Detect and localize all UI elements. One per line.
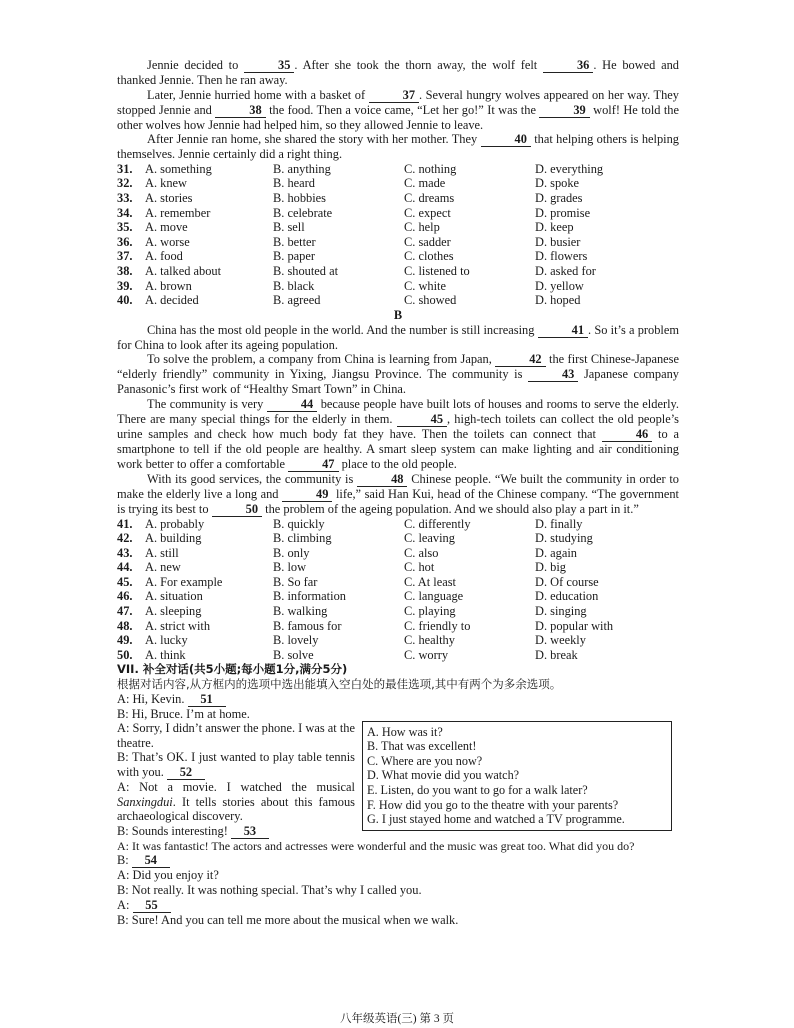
option-c[interactable]: C. made <box>404 176 446 191</box>
option-d[interactable]: D. spoke <box>535 176 580 191</box>
option-c[interactable]: C. playing <box>404 604 456 619</box>
option-d[interactable]: D. singing <box>535 604 587 619</box>
option-row: 33. A. stories B. hobbies C. dreams D. grades <box>117 191 679 206</box>
option-c[interactable]: C. clothes <box>404 249 454 264</box>
option-c[interactable]: C. differently <box>404 516 471 531</box>
option-a[interactable]: A. think <box>145 647 186 662</box>
option-b[interactable]: B. walking <box>273 604 328 619</box>
option-d[interactable]: D. hoped <box>535 293 581 308</box>
option-b[interactable]: B. famous for <box>273 618 342 633</box>
option-b[interactable]: B. better <box>273 234 316 249</box>
option-c[interactable]: C. dreams <box>404 190 455 205</box>
option-a[interactable]: A. decided <box>145 293 199 308</box>
option-row: 48. A. strict with B. famous for C. friendly to D. popular with <box>117 619 679 634</box>
option-a[interactable]: A. worse <box>145 234 190 249</box>
page-footer: 八年级英语(三) 第 3 页 <box>339 1013 455 1025</box>
option-row: 50. A. think B. solve C. worry D. break <box>117 648 679 663</box>
option-a[interactable]: A. talked about <box>145 263 222 278</box>
blank-36[interactable]: 36 <box>543 59 593 73</box>
option-c[interactable]: C. worry <box>404 647 449 662</box>
option-b[interactable]: B. quickly <box>273 516 325 531</box>
option-c[interactable]: C. At least <box>404 574 456 589</box>
option-d[interactable]: D. busier <box>535 234 581 249</box>
blank-55[interactable]: 55 <box>133 899 171 913</box>
section-b-heading: B <box>393 307 403 322</box>
option-a[interactable]: A. knew <box>145 176 187 191</box>
option-d[interactable]: D. break <box>535 647 578 662</box>
option-row: 42. A. building B. climbing C. leaving D. studying <box>117 531 679 546</box>
dialog-line: B: Sounds interesting! 53 <box>117 824 679 839</box>
option-row: 47. A. sleeping B. walking C. playing D. singing <box>117 604 679 619</box>
option-d[interactable]: D. grades <box>535 190 583 205</box>
blank-48[interactable]: 48 <box>357 473 407 487</box>
blank-37[interactable]: 37 <box>369 89 419 103</box>
option-a[interactable]: A. lucky <box>145 633 188 648</box>
option-d[interactable]: D. studying <box>535 531 593 546</box>
choice-item[interactable]: E. Listen, do you want to go for a walk later? <box>367 783 588 797</box>
option-c[interactable]: C. expect <box>404 205 451 220</box>
option-row: 38. A. talked about B. shouted at C. listened to D. asked for <box>117 264 679 279</box>
option-a[interactable]: A. strict with <box>145 618 211 633</box>
dialog-line: B: 54 <box>117 853 679 868</box>
option-b[interactable]: B. only <box>273 545 310 560</box>
section-7-instruction: 根据对话内容,从方框内的选项中选出能填入空白处的最佳选项,其中有两个为多余选项。 <box>117 677 562 692</box>
dialog-line: A: 55 <box>117 898 679 913</box>
blank-35[interactable]: 35 <box>244 59 294 73</box>
blank-38[interactable]: 38 <box>215 104 265 118</box>
option-d[interactable]: D. everything <box>535 161 604 176</box>
dialog-line: B: Sure! And you can tell me more about the musical when we walk. <box>117 912 459 927</box>
option-d[interactable]: D. yellow <box>535 278 584 293</box>
option-c[interactable]: C. leaving <box>404 531 455 546</box>
option-d[interactable]: D. weekly <box>535 633 586 648</box>
blank-49[interactable]: 49 <box>282 488 332 502</box>
option-c[interactable]: C. sadder <box>404 234 451 249</box>
option-b[interactable]: B. low <box>273 560 307 575</box>
option-row: 40. A. decided B. agreed C. showed D. hoped <box>117 293 679 308</box>
option-b[interactable]: B. shouted at <box>273 263 339 278</box>
blank-39[interactable]: 39 <box>539 104 589 118</box>
exam-page <box>117 58 679 927</box>
option-a[interactable]: A. food <box>145 249 183 264</box>
dialog-line: A: Hi, Kevin. 51 <box>117 692 355 707</box>
dialog-line: A: Sorry, I didn’t answer the phone. I was at the theatre. <box>117 721 355 750</box>
option-c[interactable]: C. friendly to <box>404 618 471 633</box>
dialog-line: B: That’s OK. I just wanted to play table tennis with you. 52 <box>117 750 355 779</box>
option-d[interactable]: D. again <box>535 545 577 560</box>
option-row: 32. A. knew B. heard C. made D. spoke <box>117 176 679 191</box>
option-c[interactable]: C. nothing <box>404 161 457 176</box>
option-b[interactable]: B. agreed <box>273 293 321 308</box>
blank-44[interactable]: 44 <box>267 398 317 412</box>
option-d[interactable]: D. education <box>535 589 599 604</box>
option-b[interactable]: B. solve <box>273 647 314 662</box>
blank-45[interactable]: 45 <box>397 413 447 427</box>
option-a[interactable]: A. For example <box>145 574 223 589</box>
dialog-line: B: Hi, Bruce. I’m at home. <box>117 706 250 721</box>
dialog-line: A: It was fantastic! The actors and actresses were wonderful and the music was great too. What did you do? <box>117 838 635 853</box>
option-a[interactable]: A. brown <box>145 278 192 293</box>
option-row: 44. A. new B. low C. hot D. big <box>117 560 679 575</box>
option-a[interactable]: A. still <box>145 545 179 560</box>
option-d[interactable]: D. big <box>535 560 566 575</box>
blank-42[interactable]: 42 <box>495 353 545 367</box>
option-d[interactable]: D. finally <box>535 516 583 531</box>
option-b[interactable]: B. celebrate <box>273 205 333 220</box>
option-b[interactable]: B. anything <box>273 161 331 176</box>
option-c[interactable]: C. language <box>404 589 464 604</box>
option-d[interactable]: D. Of course <box>535 574 599 589</box>
passage-b-p2: To solve the problem, a company from China is learning from Japan, 42 the first Chinese-Japanese “elderly friendly” community in Yixing, Jiangsu Province. The community is 43 Japanese company Panasonic’s first work of “Healthy Smart Town” in China. <box>117 352 679 397</box>
blank-43[interactable]: 43 <box>528 368 578 382</box>
option-a[interactable]: A. remember <box>145 205 211 220</box>
option-row: 41. A. probably B. quickly C. differently D. finally <box>117 517 679 532</box>
passage-a-p2: Later, Jennie hurried home with a basket of 37 . Several hungry wolves appeared on her way. They stopped Jennie and 38 the food. Then a voice came, “Let her go!” It was the 39 wolf! He told the other wolves how Jennie had helped him, so they allowed Jennie to leave. <box>117 87 680 132</box>
option-a[interactable]: A. situation <box>145 589 203 604</box>
dialog <box>117 692 679 928</box>
blank-40[interactable]: 40 <box>481 133 531 147</box>
option-b[interactable]: B. heard <box>273 176 315 191</box>
option-c[interactable]: C. white <box>404 278 446 293</box>
passage-a-p1: Jennie decided to 35 . After she took the thorn away, the wolf felt 36 . He bowed and thanked Jennie. Then he ran away. <box>117 58 679 87</box>
option-a[interactable]: A. probably <box>145 516 205 531</box>
dialog-line: B: Not really. It was nothing special. That’s why I called you. <box>117 882 422 897</box>
blank-50[interactable]: 50 <box>212 503 262 517</box>
passage-b-p1: China has the most old people in the world. And the number is still increasing 41 . So it’s a problem for China to look after its ageing population. <box>117 322 679 352</box>
option-a[interactable]: A. new <box>145 560 181 575</box>
dialog-line: A: Not a movie. I watched the musical Sanxingdui. It tells stories about this famous archaeological discovery. <box>117 780 355 824</box>
choice-item[interactable]: D. What movie did you watch? <box>367 768 520 783</box>
option-row: 34. A. remember B. celebrate C. expect D. promise <box>117 206 679 221</box>
choice-item[interactable]: G. I just stayed home and watched a TV programme. <box>367 812 625 827</box>
option-c[interactable]: C. help <box>404 220 440 235</box>
option-d[interactable]: D. keep <box>535 220 574 235</box>
option-c[interactable]: C. healthy <box>404 633 455 648</box>
blank-47[interactable]: 47 <box>288 458 338 472</box>
choice-item[interactable]: F. How did you go to the theatre with your parents? <box>367 797 619 812</box>
option-b[interactable]: B. information <box>273 589 346 604</box>
option-b[interactable]: B. paper <box>273 249 315 264</box>
option-d[interactable]: D. popular with <box>535 618 614 633</box>
options-41-50 <box>117 517 679 663</box>
option-row: 49. A. lucky B. lovely C. healthy D. weekly <box>117 633 679 648</box>
blank-53[interactable]: 53 <box>231 825 269 839</box>
option-a[interactable]: A. stories <box>145 190 193 205</box>
choice-item[interactable]: C. Where are you now? <box>367 753 483 768</box>
option-b[interactable]: B. climbing <box>273 531 332 546</box>
choice-item[interactable]: B. That was excellent! <box>367 739 477 754</box>
option-d[interactable]: D. promise <box>535 205 591 220</box>
option-row: 46. A. situation B. information C. language D. education <box>117 589 679 604</box>
option-row: 45. A. For example B. So far C. At least D. Of course <box>117 575 679 590</box>
option-row: 31. A. something B. anything C. nothing D. everything <box>117 162 679 177</box>
option-b[interactable]: B. hobbies <box>273 190 327 205</box>
passage-b-p4: With its good services, the community is 48 Chinese people. “We built the community in order to make the elderly live a long and 49 life,” said Han Kui, head of the Chinese company. “The government is trying its best to 50 the problem of the ageing population. And we should also play a part in it.” <box>117 471 679 516</box>
option-c[interactable]: C. hot <box>404 560 435 575</box>
passage-a-p3: After Jennie ran home, she shared the story with her mother. They 40 that helping others is helping themselves. Jennie certainly did a right thing. <box>117 132 679 162</box>
blank-41[interactable]: 41 <box>538 324 588 338</box>
section-7-title: VII. 补全对话(共5小题;每小题1分,满分5分) <box>117 662 348 677</box>
option-a[interactable]: A. sleeping <box>145 604 202 619</box>
option-c[interactable]: C. also <box>404 545 439 560</box>
option-d[interactable]: D. asked for <box>535 263 596 278</box>
option-a[interactable]: A. something <box>145 161 212 176</box>
options-31-40 <box>117 162 679 308</box>
option-a[interactable]: A. building <box>145 531 202 546</box>
option-row: 35. A. move B. sell C. help D. keep <box>117 220 679 235</box>
blank-46[interactable]: 46 <box>602 428 652 442</box>
option-b[interactable]: B. So far <box>273 574 318 589</box>
option-row: 43. A. still B. only C. also D. again <box>117 546 679 561</box>
option-c[interactable]: C. listened to <box>404 263 470 278</box>
dialog-line: A: Did you enjoy it? <box>117 868 219 883</box>
option-row: 37. A. food B. paper C. clothes D. flowers <box>117 249 679 264</box>
choices-box <box>362 721 672 831</box>
option-c[interactable]: C. showed <box>404 293 457 308</box>
option-a[interactable]: A. move <box>145 220 188 235</box>
option-row: 36. A. worse B. better C. sadder D. busier <box>117 235 679 250</box>
option-b[interactable]: B. sell <box>273 220 305 235</box>
option-b[interactable]: B. black <box>273 278 315 293</box>
option-b[interactable]: B. lovely <box>273 633 319 648</box>
passage-b-p3: The community is very 44 because people have built lots of houses and rooms to serve the elderly. There are many special things for the elderly in them. 45 , high-tech toilets can collect the old people’s urine samples and check how much body fat they have. Then the toilets can connect that 46 to a smartphone to tell if the old people are healthy. A smart sleep system can make lighting and air conditioning work better to offer a comfortable 47 place to the old people. <box>117 396 680 471</box>
choice-item[interactable]: A. How was it? <box>367 724 443 739</box>
option-row: 39. A. brown B. black C. white D. yellow <box>117 279 679 294</box>
blank-52[interactable]: 52 <box>167 766 205 780</box>
blank-51[interactable]: 51 <box>188 693 226 707</box>
blank-54[interactable]: 54 <box>132 854 170 868</box>
option-d[interactable]: D. flowers <box>535 249 588 264</box>
